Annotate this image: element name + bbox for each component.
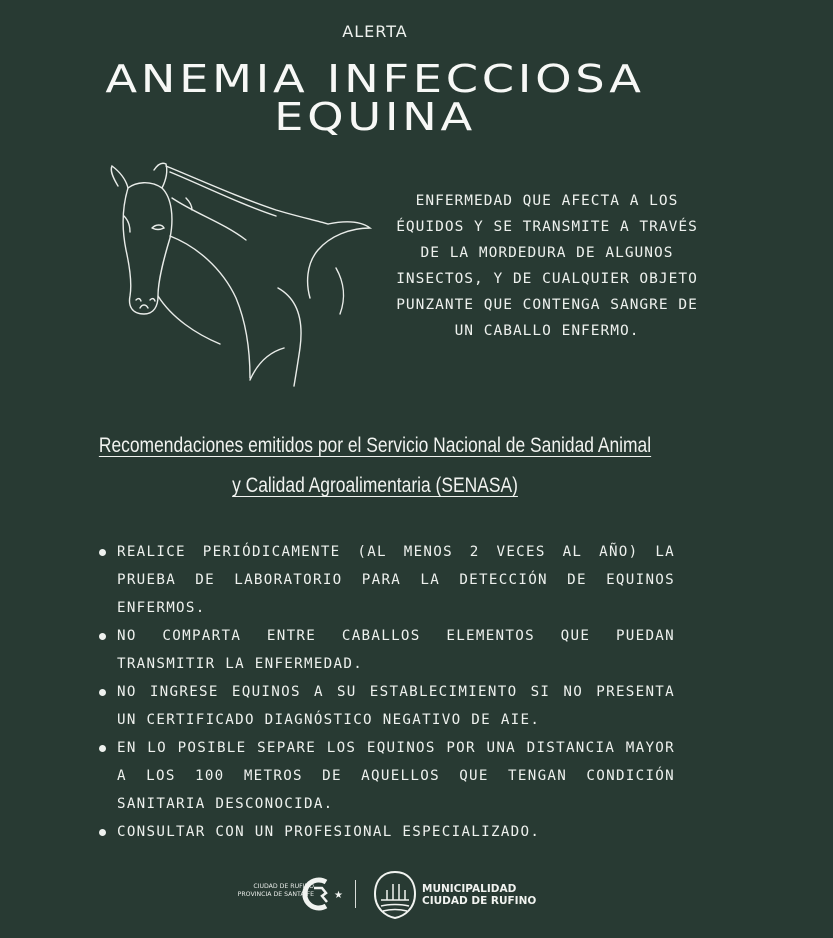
recommendations-heading [40,426,710,506]
municipal-shield-icon [373,870,417,920]
list-item: NO COMPARTA ENTRE CABALLOS ELEMENTOS QUE PUEDAN TRANSMITIR LA ENFERMEDAD. [95,622,675,678]
list-item: EN LO POSIBLE SEPARE LOS EQUINOS POR UNA DISTANCIA MAYOR A LOS 100 METROS DE AQUELLOS QUE TENGAN CONDICIÓN SANITARIA DESCONOCIDA. [95,734,675,818]
municipality-line-2: CIUDAD DE RUFINO [422,895,537,907]
footer-divider [355,880,356,908]
recommendations-list [95,538,675,846]
list-item: NO INGRESE EQUINOS A SU ESTABLECIMIENTO SI NO PRESENTA UN CERTIFICADO DIAGNÓSTICO NEGATIVO DE AIE. [95,678,675,734]
alert-label: ALERTA [342,22,408,41]
title-line-2: EQUINA [274,95,476,139]
title-line-1: ANEMIA INFECCIOSA [105,57,645,101]
recommendations-heading-line-2: y Calidad Agroalimentaria (SENASA) [232,474,518,497]
recommendations-heading-line-1: Recomendaciones emitidos por el Servicio Nacional de Sanidad Animal [98,434,652,457]
municipality-line-1: MUNICIPALIDAD [422,883,517,895]
footer-logos [0,866,750,926]
disease-description: ENFERMEDAD QUE AFECTA A LOS ÉQUIDOS Y SE TRANSMITE A TRAVÉS DE LA MORDEDURA DE ALGUNOS INSECTOS, Y DE CUALQUIER OBJETO PUNZANTE QUE CONTENGA SANGRE DE UN CABALLO ENFERMO. [396,193,698,339]
city-caption-line-2: PROVINCIA DE SANTA FE [237,891,314,898]
page-title [0,57,833,139]
list-item: CONSULTAR CON UN PROFESIONAL ESPECIALIZADO. [95,818,675,846]
svg-text:★: ★ [334,890,343,901]
horse-illustration [100,158,380,388]
city-caption-line-1: CIUDAD DE RUFINO [253,883,314,890]
list-item: REALICE PERIÓDICAMENTE (AL MENOS 2 VECES AL AÑO) LA PRUEBA DE LABORATORIO PARA LA DETECCIÓN DE EQUINOS ENFERMOS. [95,538,675,622]
municipality-name [422,883,536,907]
city-c-logo-icon [300,874,342,914]
